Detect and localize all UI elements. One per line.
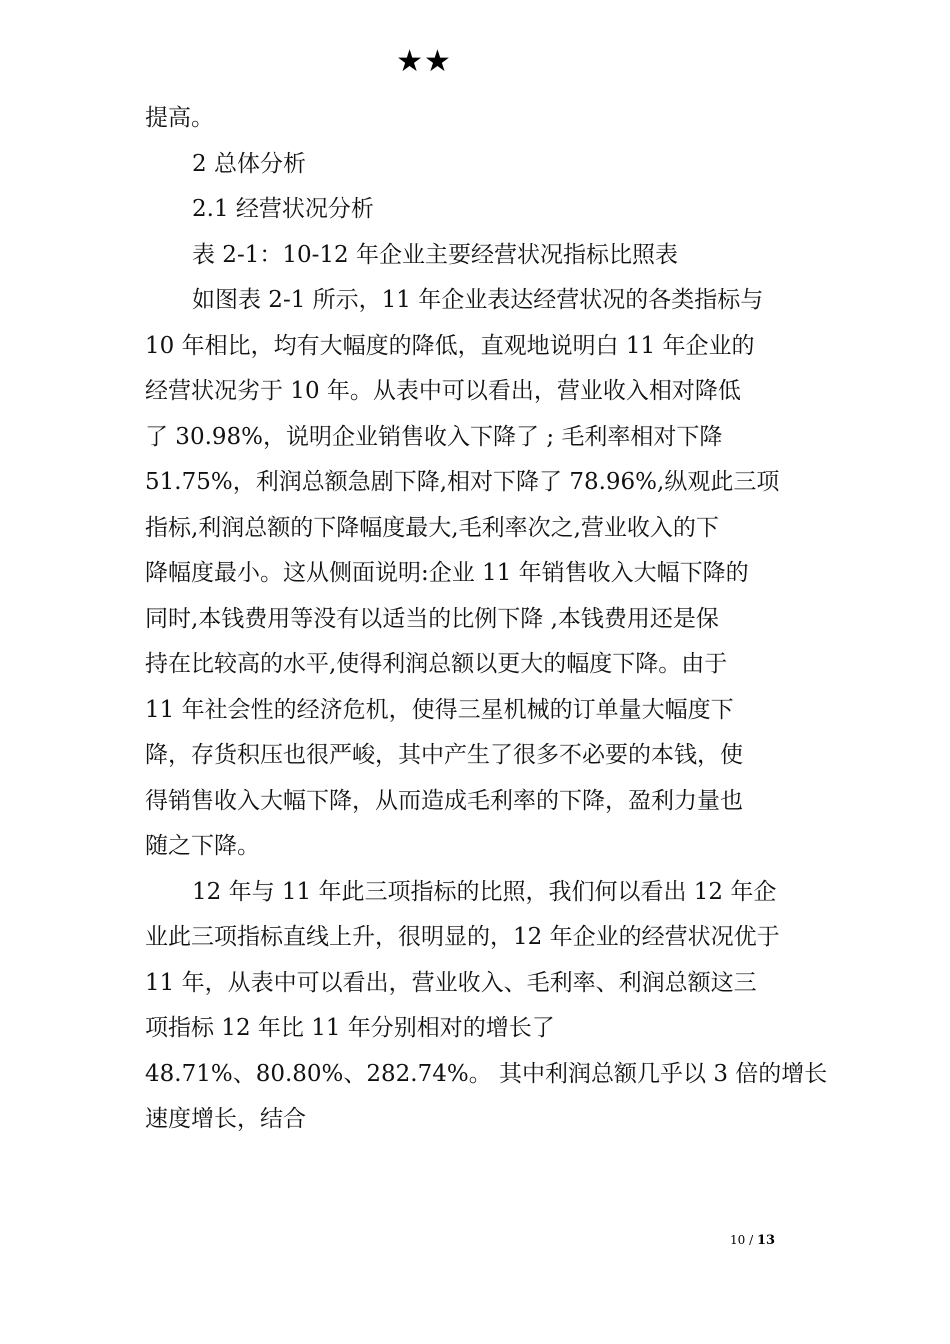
text-line: 48.71%、80.80%、282.74%。 其中利润总额几乎以 3 倍的增长 — [145, 1060, 828, 1087]
text-line: 了 30.98%，说明企业销售收入下降了 ; 毛利率相对下降 — [145, 423, 723, 450]
text-line: 降幅度最小。这从侧面说明:企业 11 年销售收入大幅下降的 — [145, 560, 749, 586]
text-line: 如图表 2-1 所示，11 年企业表达经营状况的各类指标与 — [192, 287, 764, 313]
header-stars: ★★ — [396, 44, 452, 79]
table-caption: 表 2-1：10-12 年企业主要经营状况指标比照表 — [192, 241, 678, 268]
text-line: 持在比较高的水平,使得利润总额以更大的幅度下降。由于 — [145, 651, 728, 677]
text-line: 降，存货积压也很严峻，其中产生了很多不必要的本钱，使 — [145, 742, 743, 768]
text-line: 12 年与 11 年此三项指标的比照，我们何以看出 12 年企 — [192, 878, 777, 905]
document-body — [145, 96, 828, 1143]
text-line: 11 年，从表中可以看出，营业收入、毛利率、利润总额这三 — [145, 969, 757, 996]
text-line: 提高。 — [145, 105, 214, 131]
page-number — [730, 1232, 775, 1249]
text-line: 得销售收入大幅下降，从而造成毛利率的下降，盈利力量也 — [145, 787, 743, 814]
text-line: 速度增长，结合 — [145, 1106, 306, 1132]
text-line: 项指标 12 年比 11 年分别相对的增长了 — [145, 1015, 555, 1041]
text-line: 业此三项指标直线上升，很明显的，12 年企业的经营状况优于 — [145, 924, 780, 950]
text-line: 10 年相比，均有大幅度的降低，直观地说明白 11 年企业的 — [145, 332, 755, 359]
page-current: 10 — [730, 1233, 746, 1247]
section-heading: 2 总体分析 — [192, 150, 306, 177]
page-total: 13 — [756, 1233, 776, 1248]
text-line: 指标,利润总额的下降幅度最大,毛利率次之,营业收入的下 — [145, 514, 719, 541]
subsection-heading: 2.1 经营状况分析 — [192, 196, 374, 222]
text-line: 同时,本钱费用等没有以适当的比例下降 ,本钱费用还是保 — [145, 605, 719, 632]
text-line: 51.75%，利润总额急剧下降,相对下降了 78.96%,纵观此三项 — [145, 469, 780, 495]
text-line: 11 年社会性的经济危机，使得三星机械的订单量大幅度下 — [145, 696, 734, 723]
text-line: 随之下降。 — [145, 833, 260, 859]
text-line: 经营状况劣于 10 年。从表中可以看出，营业收入相对降低 — [145, 378, 741, 404]
page-separator: / — [749, 1233, 754, 1247]
